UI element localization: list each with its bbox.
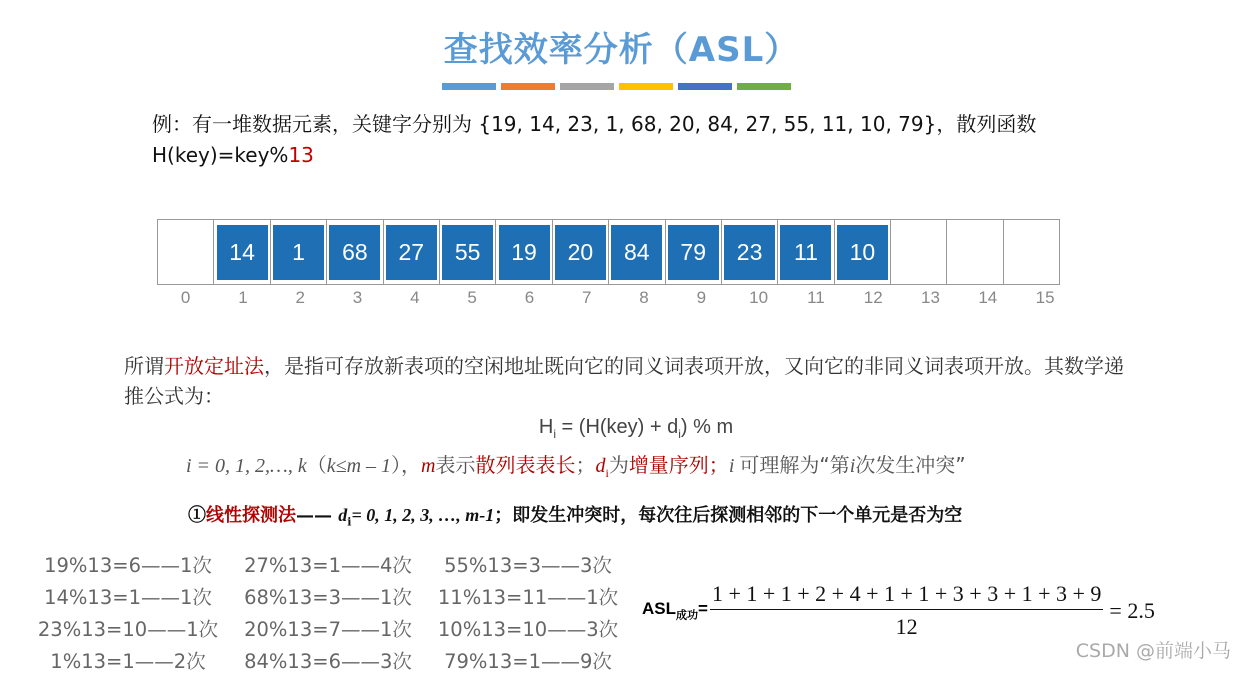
probe-item: 68%13=3——1次 [244,586,412,609]
probe-item: 79%13=1——9次 [444,650,612,673]
para-pre: 所谓 [124,354,164,378]
color-bar-segment [501,83,555,90]
asl-numerator: 1 + 1 + 1 + 2 + 4 + 1 + 1 + 3 + 3 + 1 + 3 + 9 [710,581,1103,610]
probe-item: 84%13=6——3次 [244,650,412,673]
hash-cell-value: 20 [555,225,606,280]
hash-index: 13 [921,288,940,307]
asl-formula [642,581,1155,640]
page-title: 查找效率分析（ASL） [443,30,800,70]
probe-item: 23%13=10——1次 [37,618,219,641]
color-bar-segment [560,83,614,90]
hash-index: 4 [410,288,420,307]
example-description: 例：有一堆数据元素，关键字分别为 {19, 14, 23, 1, 68, 20, 84, 27, 55, 11, 10, 79}，散列函数 H(key)=key% [152,112,1037,167]
watermark: CSDN @前端小马 [1075,640,1231,662]
color-bar-segment [678,83,732,90]
probe-item: 55%13=3——3次 [444,554,612,577]
probe-item: 19%13=6——1次 [44,554,212,577]
formula-variables: i = 0, 1, 2,…, k（k≤m – 1），m表示散列表表长；$d_i$为增量序列；i 可理解为“第i次发生冲突” [186,453,966,480]
asl-result: = 2.5 [1109,597,1155,623]
open-addressing-description [124,351,1124,411]
hash-cell [158,220,214,284]
example-text [152,109,1112,171]
example-modulus: 13 [288,143,314,167]
asl-label: $ASL_{成功}=$ [642,598,708,622]
probe-item: 14%13=1——1次 [44,586,212,609]
hash-cell [214,220,270,284]
hash-index: 15 [1035,288,1055,307]
hash-cell [947,220,1003,284]
hash-cell [778,220,834,284]
hash-cell [891,220,947,284]
hash-cell [609,220,665,284]
hash-index: 10 [749,288,769,307]
hash-cell [271,220,327,284]
linear-probing-description: ①线性探测法—— $d_i= 0$, 1, 2, 3, …, m-1；即发生冲突时，每次往后探测相邻的下一个单元是否为空 [188,505,963,529]
probe-count-list [28,552,628,676]
hash-index: 11 [807,288,825,307]
hash-cell-value: 68 [329,225,380,280]
color-bar-segment [619,83,673,90]
hash-cell-value: 23 [724,225,775,280]
hash-cell [553,220,609,284]
hash-index: 12 [863,288,883,307]
hash-cell-value: 1 [273,225,324,280]
hash-cell [327,220,383,284]
hash-index: 9 [696,288,707,307]
color-bar-segment [442,83,496,90]
hash-cell [666,220,722,284]
hash-cell [835,220,891,284]
probe-item: 11%13=11——1次 [437,586,619,609]
probe-item: 20%13=7——1次 [244,618,412,641]
hash-cell-value: 10 [837,225,888,280]
hash-index: 5 [467,288,477,307]
hash-index: 3 [352,288,363,307]
color-bar-segment [737,83,791,90]
hash-index: 7 [581,288,592,307]
hash-cell-value: 14 [217,225,268,280]
hash-index: 1 [238,288,248,307]
hash-cell-value: 79 [668,225,719,280]
hash-cell [496,220,552,284]
hash-cell-value: 11 [780,225,831,280]
hash-cell-value: 55 [442,225,493,280]
hash-table [157,219,1060,285]
probe-item: 1%13=1——2次 [50,650,206,673]
hash-index: 14 [978,288,998,307]
para-post: ，是指可存放新表项的空闲地址既向它的同义词表项开放，又向它的非同义词表项开放。其数学递推公式为： [124,354,1124,408]
asl-fraction [710,581,1103,640]
hash-cell [440,220,496,284]
hash-cell [722,220,778,284]
hash-cell [1004,220,1060,284]
hash-index: 0 [180,288,191,307]
asl-denominator: 12 [895,614,918,639]
hash-cell-value: 27 [386,225,437,280]
probe-item: 27%13=1——4次 [244,554,412,577]
hash-table-indices [157,288,1074,308]
hash-index: 2 [295,288,305,307]
hash-index: 8 [639,288,649,307]
hash-cell [384,220,440,284]
hash-cell-value: 84 [611,225,662,280]
para-highlight: 开放定址法 [164,354,264,378]
probe-item: 10%13=10——3次 [437,618,619,641]
hash-cell-value: 19 [499,225,550,280]
title-color-bar [442,83,791,90]
recurrence-formula: $H_i = (H(key) + d_i)$ % m [538,416,734,441]
hash-index: 6 [524,288,535,307]
